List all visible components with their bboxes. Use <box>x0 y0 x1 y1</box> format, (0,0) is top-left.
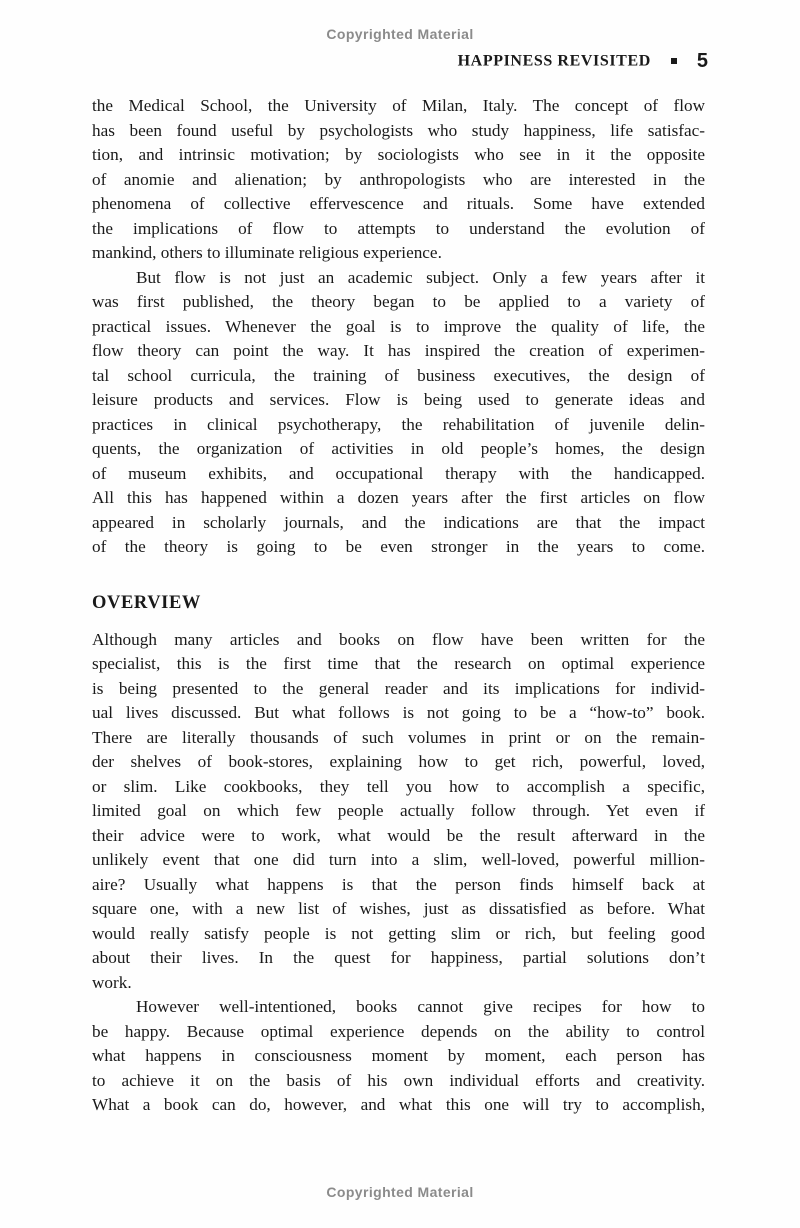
text-line: What a book can do, however, and what this one will try to accomplish, <box>92 1095 705 1114</box>
text-line: appeared in scholarly journals, and the indications are that the impact <box>92 512 705 532</box>
section-heading: OVERVIEW <box>92 592 201 613</box>
text-line: flow theory can point the way. It has inspired the creation of experimen- <box>92 341 705 360</box>
text-line: was first published, the theory began to be applied to a variety of <box>92 292 705 311</box>
text-line: to achieve it on the basis of his own individual efforts and creativity. <box>92 1070 705 1090</box>
text-line: work. <box>92 972 132 992</box>
text-line: tion, and intrinsic motivation; by sociologists who see in it the opposite <box>92 145 705 164</box>
text-line: or slim. Like cookbooks, they tell you how to accomplish a specific, <box>92 776 705 796</box>
page-number: 5 <box>696 50 708 72</box>
running-title: HAPPINESS REVISITED <box>457 52 651 70</box>
paragraph <box>92 94 705 266</box>
text-line: of anomie and alienation; by anthropologists who are interested in the <box>92 169 705 189</box>
text-line: There are literally thousands of such volumes in print or on the remain- <box>92 727 705 747</box>
text-line: the implications of flow to attempts to understand the evolution of <box>92 218 705 238</box>
text-line: ual lives discussed. But what follows is not going to be a “how-to” book. <box>92 703 705 722</box>
paragraph <box>92 266 705 560</box>
square-bullet-icon <box>671 58 677 64</box>
text-line: specialist, this is the first time that the research on optimal experience <box>92 654 705 673</box>
text-line: tal school curricula, the training of business executives, the design of <box>92 365 705 385</box>
paragraph <box>92 995 705 1118</box>
text-line: practical issues. Whenever the goal is to improve the quality of life, the <box>92 316 705 336</box>
text-line: would really satisfy people is not getting slim or rich, but feeling good <box>92 923 705 943</box>
text-line: of the theory is going to be even stronger in the years to come. <box>92 537 705 556</box>
text-line: about their lives. In the quest for happiness, partial solutions don’t <box>92 948 705 967</box>
text-line: of museum exhibits, and occupational therapy with the handicapped. <box>92 463 705 483</box>
text-line: phenomena of collective effervescence and rituals. Some have extended <box>92 194 705 213</box>
text-line: practices in clinical psychotherapy, the rehabilitation of juvenile delin- <box>92 414 705 434</box>
text-line: But flow is not just an academic subject. Only a few years after it <box>136 267 705 287</box>
text-line: square one, with a new list of wishes, just as dissatisfied as before. What <box>92 899 705 918</box>
page-body <box>92 94 705 1118</box>
text-line: unlikely event that one did turn into a slim, well-loved, powerful million- <box>92 850 705 869</box>
paragraph <box>92 628 705 996</box>
text-line: All this has happened within a dozen years after the first articles on flow <box>92 488 705 507</box>
text-line: Although many articles and books on flow have been written for the <box>92 629 705 649</box>
text-line: leisure products and services. Flow is being used to generate ideas and <box>92 390 705 409</box>
text-line: mankind, others to illuminate religious experience. <box>92 243 442 262</box>
text-line: quents, the organization of activities in old people’s homes, the design <box>92 439 705 458</box>
text-line: has been found useful by psychologists who study happiness, life satisfac- <box>92 120 705 140</box>
text-line: the Medical School, the University of Milan, Italy. The concept of flow <box>92 96 705 115</box>
text-line: their advice were to work, what would be the result afterward in the <box>92 825 705 845</box>
text-line: der shelves of book-stores, explaining how to get rich, powerful, loved, <box>92 752 705 771</box>
text-line: what happens in consciousness moment by moment, each person has <box>92 1046 705 1065</box>
text-line: be happy. Because optimal experience depends on the ability to control <box>92 1021 705 1041</box>
copyright-banner-bottom: Copyrighted Material <box>326 1184 474 1200</box>
copyright-banner-top: Copyrighted Material <box>326 26 474 42</box>
text-line: is being presented to the general reader and its implications for individ- <box>92 678 705 698</box>
text-line: However well-intentioned, books cannot give recipes for how to <box>136 997 705 1016</box>
text-line: limited goal on which few people actually follow through. Yet even if <box>92 801 705 820</box>
text-line: aire? Usually what happens is that the person finds himself back at <box>92 874 705 894</box>
running-header <box>92 50 708 73</box>
